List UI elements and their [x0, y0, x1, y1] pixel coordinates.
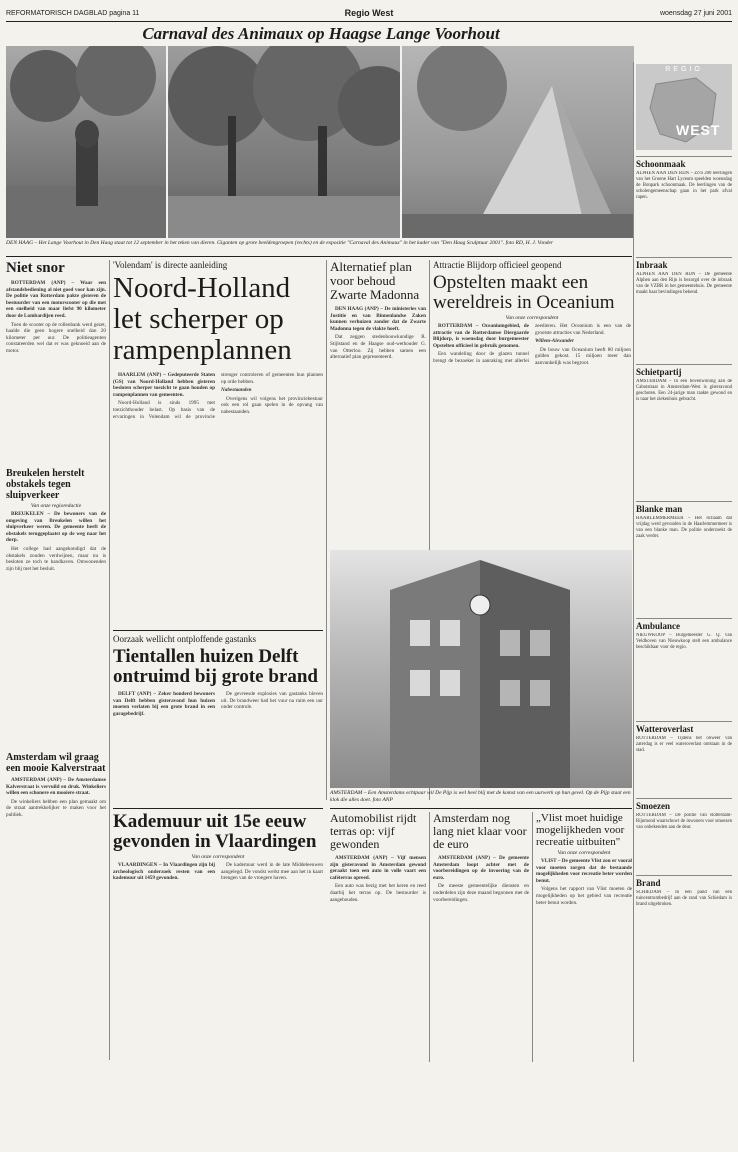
article-headline: Breukelen herstelt obstakels tegen sluipverkeer	[6, 468, 85, 501]
column-divider	[532, 812, 533, 1062]
article-lead: DEN HAAG (ANP) – De ministeries van Justitie en van Binnenlandse Zaken kunnen verhuizen zonder dat de Zwarte Madonna tegen de vlakte hoeft.	[330, 306, 426, 332]
facade-photo-graphic	[330, 550, 632, 788]
article-kicker: Attractie Blijdorp officieel geopend	[433, 260, 562, 270]
article-byline: Van onze correspondent	[505, 315, 559, 321]
regio-label: REGIO	[665, 66, 703, 73]
article-lead: AMSTERDAM (ANP) – De Amsterdamse Kalverstraat is vervuild en druk. Winkeliers willen een schonere en mooiere straat.	[6, 777, 106, 797]
article-rule	[113, 630, 323, 631]
sidebar-item-smoezen	[636, 798, 732, 871]
sidebar-item-text: ROTTERDAM – De politie van Rotterdam-Rijnmond waarschuwt de inwoners voor smoezen van onbekenden aan de deur.	[636, 813, 732, 830]
sidebar-item-title: Schoonmaak	[636, 156, 732, 169]
sidebar-item-text: SCHIEDAM – In een pand van een tuincentrumbedrijf aan de rand van Schiedam is brand uitgebroken.	[636, 890, 732, 907]
article-lead: BREUKELEN – De bewoners van de omgeving van Breukelen willen het sluipverkeer weren. De gemeente heeft de obstakels teruggeplaatst op de weg naar het dorp.	[6, 511, 106, 544]
article-paragraph: De kademuur werd in de late Middeleeuwen aangelegd. De vondst werkt mee aan het in kaart brengen van de vroegere haven.	[221, 862, 323, 882]
article-automobilist	[330, 812, 426, 1045]
sidebar-item-brand	[636, 875, 732, 948]
sidebar-item-text: HAARLEMMERMEER – Het lichaam dat vrijdag werd gevonden in de Haarlemmermeer is van een blanke man. De politie onderzoekt de zaak verder.	[636, 516, 732, 539]
article-oceanium	[433, 260, 631, 553]
article-body	[113, 862, 323, 1042]
sidebar-item-text: NIEUWKOOP – Burgemeester G. Q. van Veldhoven van Nieuwkoop stelt een ambulance beschikbaar voor de regio.	[636, 633, 732, 650]
sidebar-item-watteroverlast	[636, 721, 732, 794]
article-kicker: 'Volendam' is directe aanleiding	[113, 260, 228, 270]
sidebar-item-schietpartij	[636, 364, 732, 497]
photo-trees-lange-voorhout	[168, 46, 400, 238]
west-label: WEST	[676, 122, 721, 138]
sidebar-item-title: Blanke man	[636, 501, 732, 514]
article-kalverstraat	[6, 752, 106, 1027]
article-paragraph: Een auto was bezig met het keren en reed daarbij het terras op. De bestuurder is aangehouden.	[330, 883, 426, 903]
column-divider	[109, 260, 110, 1060]
column-divider	[429, 812, 430, 1062]
article-delft-brand	[113, 634, 323, 785]
article-paragraph: De gevreesde explosies van gastanks bleven uit. De brandweer had het vuur na ruim een uur onder controle.	[221, 691, 323, 711]
sidebar-item-title: Watteroverlast	[636, 721, 732, 734]
article-paragraph: De winkeliers hebben een plan gemaakt om de straat aantrekkelijker te maken voor het publiek.	[6, 798, 106, 818]
newspaper-page-label: REFORMATORISCH DAGBLAD pagina 11	[6, 10, 140, 17]
article-byline: Van onze correspondent	[191, 854, 245, 860]
article-lead: VLIST – De gemeente Vlist zou er vooral voor moeten zorgen dat de bestaande mogelijkheden voor recreatie beter worden benut.	[536, 858, 632, 884]
article-lead: HAARLEM (ANP) – Gedeputeerde Staten (GS) van Noord-Holland hebben gisteren besloten scherper toezicht te gaan houden op rampenplannen van gemeenten.	[113, 372, 215, 398]
article-headline: „Vlist moet huidige mogelijkheden voor recreatie uitbuiten"	[536, 812, 625, 848]
article-lead: ROTTERDAM – Oceaniumgebied, de attractie van de Rotterdamse Diergaarde Blijdorp, is woensdag door burgemeester Opstelten officieel in gebruik genomen.	[433, 323, 529, 349]
article-headline: Alternatief plan voor behoud Zwarte Madonna	[330, 259, 420, 302]
statue-photo-graphic	[6, 46, 166, 238]
article-headline: Tientallen huizen Delft ontruimd bij grote brand	[113, 646, 318, 687]
article-paragraph: De meeste gemeentelijke diensten en onderdelen zijn deze maand begonnen met de voorbereidingen.	[433, 883, 529, 903]
regio-west-logo	[636, 64, 732, 150]
article-lead: VLAARDINGEN – In Vlaardingen zijn bij archeologisch onderzoek resten van een kademuur uit 1459 gevonden.	[113, 862, 215, 882]
sidebar-item-blanke-man	[636, 501, 732, 614]
article-paragraph: Het college had aangekondigd dat de obstakels zouden verdwijnen, maar nu is besloten ze toch te handhaven. Omwonenden zijn blij met het besluit.	[6, 545, 106, 572]
article-headline: Automobilist rijdt terras op: vijf gewonden	[330, 811, 417, 851]
article-subhead: Willem-Alexander	[535, 338, 574, 345]
article-paragraph: Dat zeggen stedenbouwkundige R. Stijlstand en de Haagse oud-wethouder G. van Otterloo. Zij hebben samen een alternatief plan gepresenteerd.	[330, 334, 426, 361]
sidebar-item-title: Schietpartij	[636, 364, 732, 377]
column-divider	[326, 260, 327, 800]
article-headline: Niet snor	[6, 260, 65, 276]
article-headline: Kademuur uit 15e eeuw gevonden in Vlaardingen	[113, 811, 317, 852]
sidebar-item-title: Smoezen	[636, 798, 732, 811]
article-body	[330, 855, 426, 1045]
article-lead: AMSTERDAM (ANP) – Vijf mensen zijn gisteravond in Amsterdam gewond geraakt toen een auto in volle vaart een caféterras opreed.	[330, 855, 426, 881]
article-rule	[113, 808, 323, 809]
article-body	[6, 777, 106, 1027]
banner-bottom-rule	[6, 256, 632, 257]
trees-photo-graphic	[168, 46, 400, 238]
article-lead: DELFT (ANP) – Zeker honderd bewoners van Delft hebben gisteravond hun huizen moeten verlaten bij een grote brand in een garagebedrijf.	[113, 691, 215, 717]
article-paragraph: Een wandeling door de glazen tunnel brengt de bezoeker in aanraking met allerlei zeedieren. Het Oceanium is een van de grootste attracties van Nederland.	[433, 323, 631, 364]
article-headline: Amsterdam nog lang niet klaar voor de euro	[433, 811, 527, 851]
article-vlist-recreatie	[536, 812, 632, 1028]
header-rule	[6, 21, 732, 22]
article-rule	[330, 808, 632, 809]
article-body	[6, 280, 106, 355]
article-kicker: Oorzaak wellicht ontploffende gastanks	[113, 634, 257, 644]
photo-caption: AMSTERDAM – Een Amsterdams echtpaar wil De Pijp is wel heel blij met de komst van een uurwerk op hun gevel. Op de Pijp staat een klok die alles doet. foto ANP	[330, 790, 631, 803]
sidebar-divider	[633, 62, 634, 1062]
photo-animal-sculpture	[402, 46, 634, 238]
article-niet-snor	[6, 260, 106, 460]
article-euro	[433, 812, 529, 1045]
article-paragraph: Noord-Holland is sinds 1995 met toezichthouder belast. Op basis van de ervaringen in Volendam wil de provincie strenger controleren of gemeenten hun plannen op orde hebben.	[113, 372, 323, 420]
sidebar-item-text: ALPHEN AAN DEN RIJN – Zo'n 200 leerlingen van het Groene Hart Lyceum speelden woensdag de Bonpark schoonmaak. De leerlingen van de scholengemeenschap gaan in het park afval rapen.	[636, 171, 732, 200]
article-subhead: Nabestaanden	[221, 387, 252, 394]
banner-caption: DEN HAAG – Het Lange Voorhout in Den Haag staat tot 12 september in het teken van dieren. Giganten op grote beeldengroepen (rechts) en de expositie "Carnaval des Animaux" in het kader van "Den Haag Sculptuur 2001". foto RD, H. J. Vonder	[6, 240, 554, 246]
sidebar-item-title: Brand	[636, 875, 732, 888]
section-title: Regio West	[344, 8, 394, 18]
article-paragraph: Volgens het rapport van Vlist moeten de mogelijkheden op het gebied van recreatie beter benut worden.	[536, 886, 632, 906]
page-date: woensdag 27 juni 2001	[659, 10, 732, 17]
article-kademuur	[113, 812, 323, 1042]
article-lead: AMSTERDAM (ANP) – De gemeente Amsterdam loopt achter met de voorbereidingen op de invoering van de euro.	[433, 855, 529, 881]
article-body	[433, 323, 631, 553]
article-noord-holland	[113, 260, 323, 602]
sidebar-news-briefs	[636, 152, 732, 1152]
article-breukelen	[6, 468, 106, 751]
sculpture-photo-graphic	[402, 46, 634, 238]
article-headline: Opstelten maakt een wereldreis in Oceanium	[433, 272, 615, 313]
article-lead: ROTTERDAM (ANP) – Waar een afstandsbediening al niet goed voor kan zijn. De politie van Rotterdam pakte gisteren de bestuurder van een motorscooter op die met een snelheid van maar liefst 90 kilometer door de Lombardijen reed.	[6, 280, 106, 319]
article-byline: Van onze regioredactie	[30, 503, 82, 509]
article-body	[433, 855, 529, 1045]
sidebar-item-title: Ambulance	[636, 618, 732, 631]
sidebar-item-schoonmaak	[636, 156, 732, 253]
article-byline: Van onze correspondent	[557, 850, 611, 856]
photo-amsterdam-facade-clock	[330, 550, 632, 788]
article-body	[536, 858, 632, 1028]
banner-title: Carnaval des Animaux op Haagse Lange Voorhout	[142, 24, 500, 43]
article-body	[113, 372, 323, 602]
article-headline: Amsterdam wil graag een mooie Kalverstraat	[6, 752, 106, 774]
sidebar-item-text: ALPHEN AAN DEN RIJN – De gemeente Alphen aan den Rijn is bezorgd over de inbraak van de VZBR in het gemeentehuis. De gemeente maakt haar bevindingen bekend.	[636, 272, 732, 295]
article-headline: Noord-Holland let scherper op rampenplannen	[113, 272, 292, 366]
sidebar-item-title: Inbraak	[636, 257, 732, 270]
sidebar-item-inbraak	[636, 257, 732, 360]
article-body	[6, 511, 106, 751]
article-paragraph: Overigens wil volgens het provinciebestuur ook een rol gaan spelen in de opvang van nabestaanden.	[221, 395, 323, 415]
article-paragraph: Toen de scooter op de rollenbank werd gezet, haalde die geen hogere snelheid dan 20 kilometer per uur. De politieagenten constateerden wel dat er was geknoeid aan de motor.	[6, 321, 106, 354]
article-paragraph: De bouw van Oceanium heeft 80 miljoen gulden gekost. 15 miljoen meer dan aanvankelijk was begroot.	[535, 346, 631, 366]
sidebar-item-ambulance	[636, 618, 732, 717]
article-body	[113, 691, 323, 785]
page-header	[6, 8, 732, 20]
sidebar-item-text: AMSTERDAM – In een bovenwoning aan de Cabotstraat in Amsterdam-West is gisteravond geschoten. Een 24-jarige man raakte gewond en is naar het ziekenhuis gebracht.	[636, 379, 732, 402]
sidebar-item-text: ROTTERDAM – Tijdens het onweer van zaterdag is er veel wateroverlast ontstaan in de stad.	[636, 736, 732, 753]
photo-statue-park	[6, 46, 166, 238]
